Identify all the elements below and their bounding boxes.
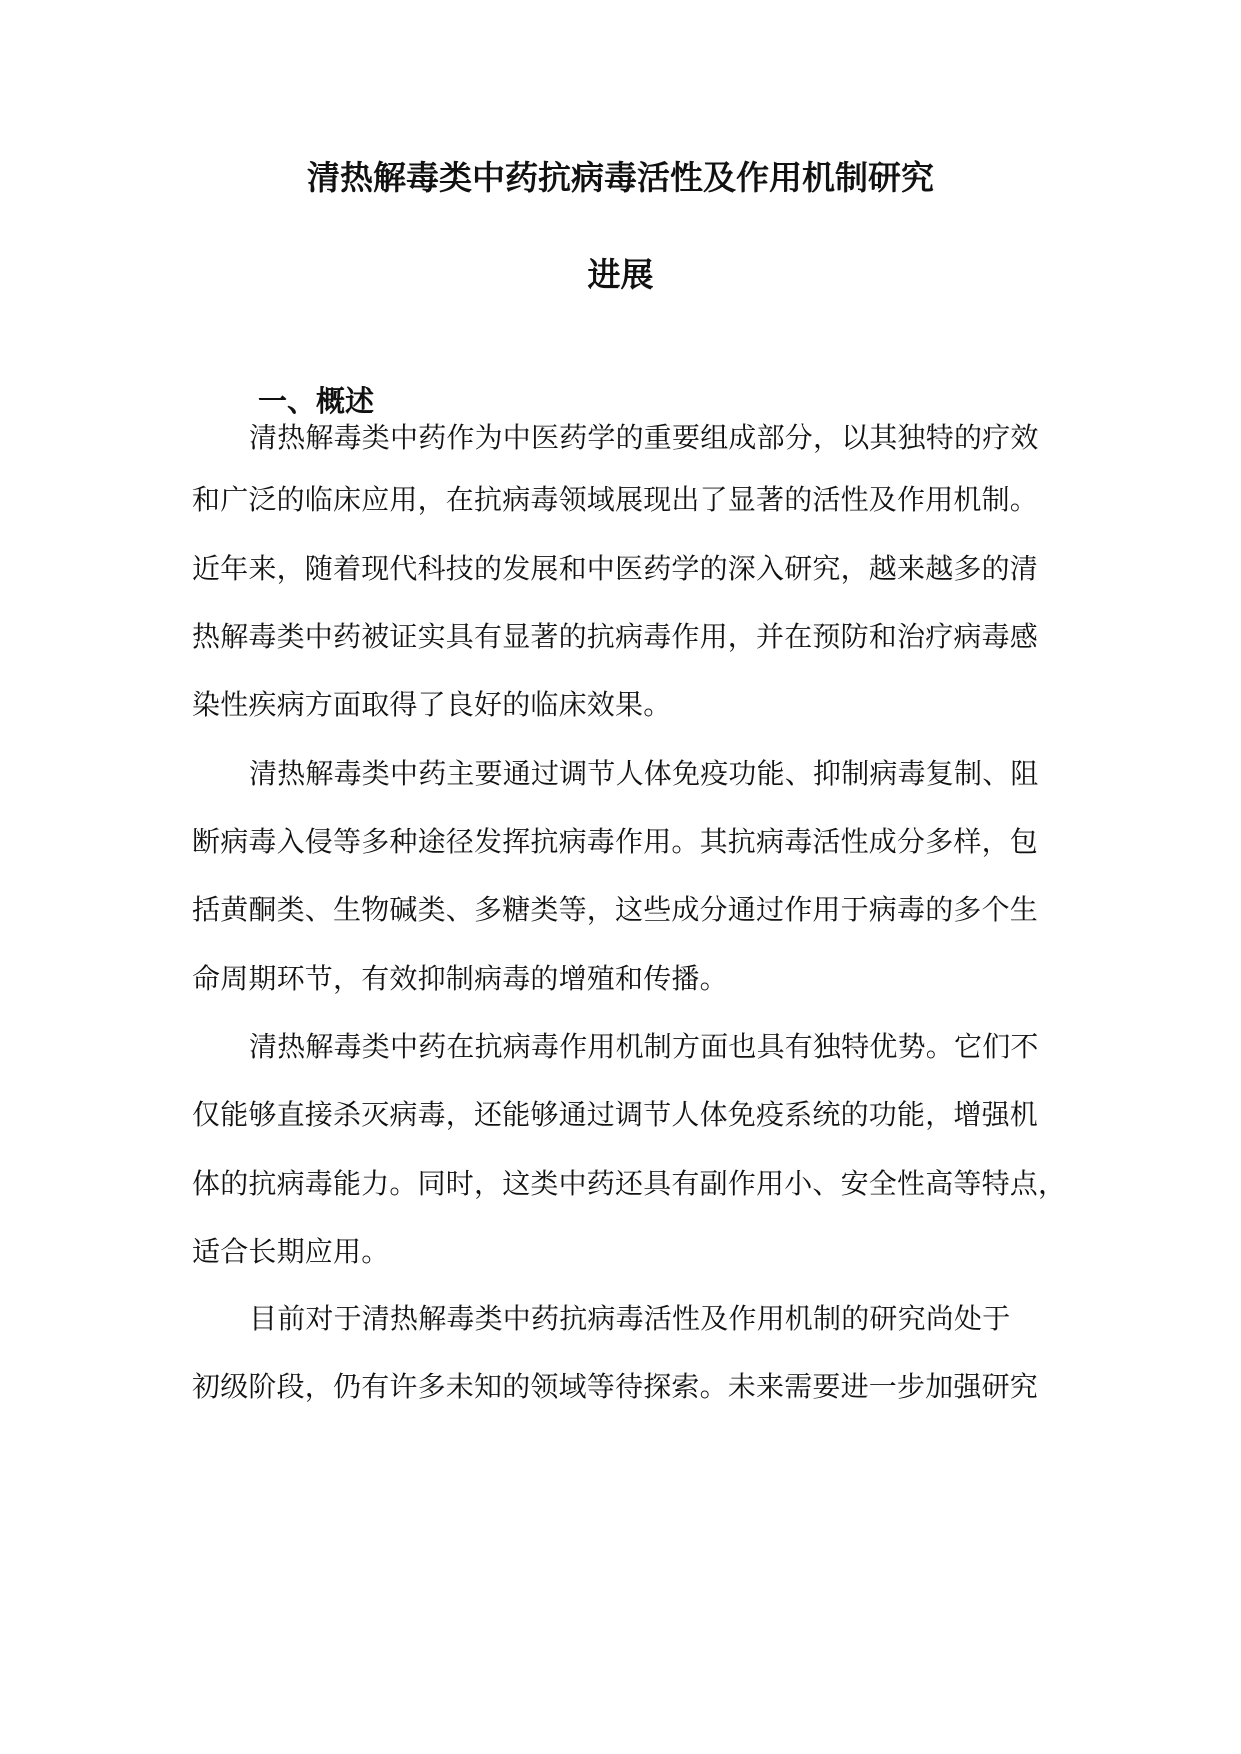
paragraph-line: 近年来，随着现代科技的发展和中医药学的深入研究，越来越多的清 (192, 552, 1039, 585)
paragraph-line: 清热解毒类中药在抗病毒作用机制方面也具有独特优势。它们不 (249, 1030, 1039, 1063)
paragraph-line: 清热解毒类中药作为中医药学的重要组成部分，以其独特的疗效 (249, 421, 1039, 454)
section-heading: 一、概述 (258, 384, 375, 418)
paragraph-line: 括黄酮类、生物碱类、多糖类等，这些成分通过作用于病毒的多个生 (192, 893, 1039, 926)
paragraph-line: 初级阶段，仍有许多未知的领域等待探索。未来需要进一步加强研究 (192, 1370, 1039, 1403)
paragraph-line: 体的抗病毒能力。同时，这类中药还具有副作用小、安全性高等特点， (192, 1167, 1067, 1200)
paragraph-line: 清热解毒类中药主要通过调节人体免疫功能、抑制病毒复制、阻 (249, 757, 1039, 790)
paragraph-line: 染性疾病方面取得了良好的临床效果。 (192, 688, 672, 721)
document-title-line-2: 进展 (587, 255, 654, 294)
paragraph-line: 命周期环节，有效抑制病毒的增殖和传播。 (192, 962, 728, 995)
paragraph-line: 目前对于清热解毒类中药抗病毒活性及作用机制的研究尚处于 (249, 1302, 1011, 1335)
paragraph-line: 适合长期应用。 (192, 1235, 390, 1268)
paragraph-line: 热解毒类中药被证实具有显著的抗病毒作用，并在预防和治疗病毒感 (192, 620, 1039, 653)
paragraph-line: 仅能够直接杀灭病毒，还能够通过调节人体免疫系统的功能，增强机 (192, 1098, 1039, 1131)
paragraph-line: 断病毒入侵等多种途径发挥抗病毒作用。其抗病毒活性成分多样，包 (192, 825, 1039, 858)
paragraph-line: 和广泛的临床应用，在抗病毒领域展现出了显著的活性及作用机制。 (192, 483, 1039, 516)
document-title-line-1: 清热解毒类中药抗病毒活性及作用机制研究 (307, 158, 934, 197)
